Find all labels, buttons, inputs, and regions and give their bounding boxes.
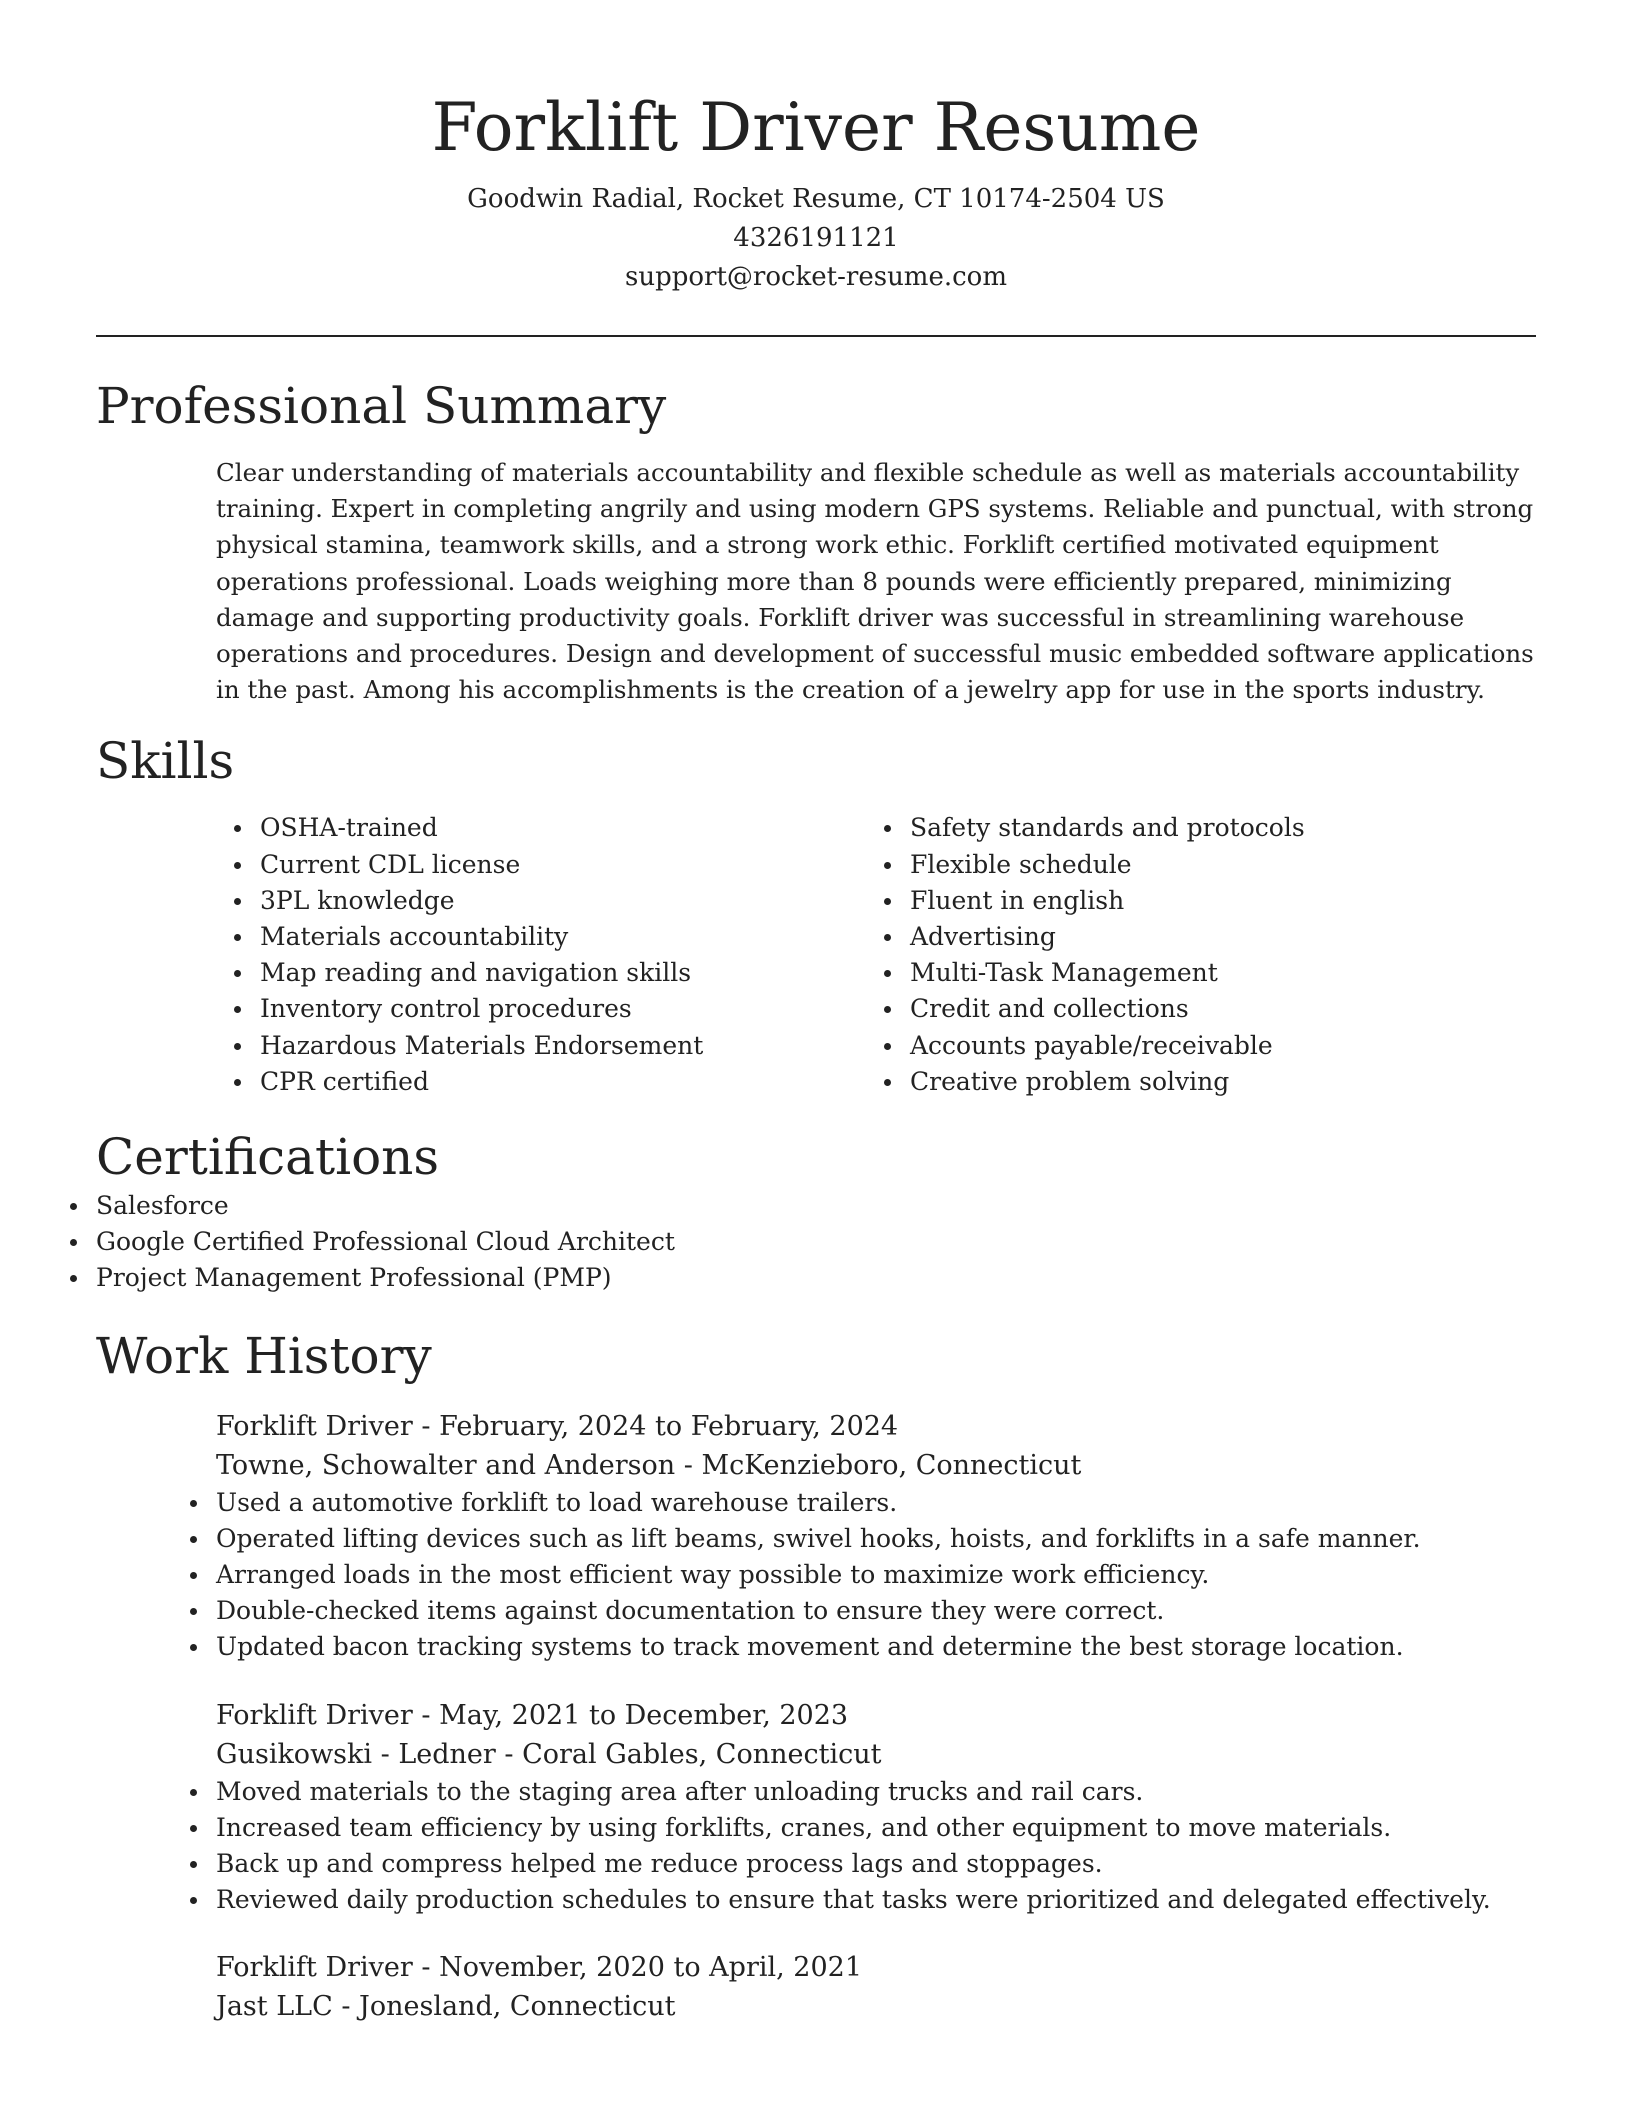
- skill-item: OSHA-trained: [260, 810, 746, 846]
- skills-column-right: [746, 810, 1396, 1100]
- job-location: - McKenzieboro, Connecticut: [675, 1449, 1082, 1481]
- job-location: - Jonesland, Connecticut: [332, 1991, 676, 2023]
- job-company-line: [216, 1735, 1536, 1774]
- job-duty-item: Operated lifting devices such as lift beams, swivel hooks, hoists, and forklifts in a safe manner.: [216, 1521, 1536, 1557]
- job-company: Towne, Schowalter and Anderson: [216, 1449, 676, 1481]
- skill-item: Materials accountability: [260, 919, 746, 955]
- job-title-line: [216, 1948, 1536, 1987]
- job-role: Forklift Driver: [216, 1952, 413, 1984]
- job-entry: [216, 1407, 1536, 1666]
- skill-item: Inventory control procedures: [260, 991, 746, 1027]
- job-title-line: [216, 1407, 1536, 1446]
- resume-header: [96, 0, 1536, 297]
- summary-heading: Professional Summary: [96, 377, 667, 435]
- job-duty-item: Updated bacon tracking systems to track movement and determine the best storage location.: [216, 1629, 1536, 1665]
- skills-heading: Skills: [96, 732, 235, 791]
- work-history-heading: Work History: [96, 1326, 432, 1385]
- job-dates: - November, 2020 to April, 2021: [412, 1952, 863, 1984]
- job-dates: - February, 2024 to February, 2024: [412, 1410, 899, 1442]
- header-divider: [96, 335, 1536, 337]
- skills-list-left: [260, 810, 746, 1100]
- summary-text: Clear understanding of materials accountability and flexible schedule as well as materials accountability training. Expert in completing angrily and using modern GPS systems. Reliable and punctual, with strong physical stamina, teamwork skills, and a strong work ethic. Forklift certified motivated equipment operations professional. Loads weighing more than 8 pounds were efficiently prepared, minimizing damage and supporting productivity goals. Forklift driver was successful in streamlining warehouse operations and procedures. Design and development of successful music embedded software applications in the past. Among his accomplishments is the creation of a jewelry app for use in the sports industry.: [216, 458, 1534, 705]
- job-role: Forklift Driver: [216, 1699, 413, 1731]
- skill-item: Multi-Task Management: [910, 955, 1396, 991]
- certification-item: Google Certified Professional Cloud Architect: [96, 1224, 1536, 1260]
- resume-page: [96, 0, 1536, 2026]
- job-title-line: [216, 1696, 1536, 1735]
- skill-item: Flexible schedule: [910, 847, 1396, 883]
- job-duties-list: [216, 1485, 1536, 1666]
- skill-item: Hazardous Materials Endorsement: [260, 1028, 746, 1064]
- certification-item: Project Management Professional (PMP): [96, 1260, 1536, 1296]
- job-company-line: [216, 1987, 1536, 2026]
- job-duty-item: Double-checked items against documentation to ensure they were correct.: [216, 1593, 1536, 1629]
- job-duty-item: Reviewed daily production schedules to ensure that tasks were prioritized and delegated effectively.: [216, 1882, 1536, 1918]
- certifications-list: [96, 1188, 1536, 1297]
- job-company: Jast LLC: [216, 1991, 333, 2023]
- skill-item: Map reading and navigation skills: [260, 955, 746, 991]
- skill-item: Safety standards and protocols: [910, 810, 1396, 846]
- contact-email: support@rocket-resume.com: [624, 262, 1007, 292]
- job-duty-item: Used a automotive forklift to load warehouse trailers.: [216, 1485, 1536, 1521]
- skill-item: 3PL knowledge: [260, 883, 746, 919]
- job-duty-item: Increased team efficiency by using forklifts, cranes, and other equipment to move materials.: [216, 1810, 1536, 1846]
- job-duty-item: Arranged loads in the most efficient way possible to maximize work efficiency.: [216, 1557, 1536, 1593]
- contact-block: [96, 180, 1536, 297]
- skill-item: Credit and collections: [910, 991, 1396, 1027]
- job-company-line: [216, 1446, 1536, 1485]
- skill-item: CPR certified: [260, 1064, 746, 1100]
- skill-item: Advertising: [910, 919, 1396, 955]
- job-duty-item: Back up and compress helped me reduce process lags and stoppages.: [216, 1846, 1536, 1882]
- job-duties-list: [216, 1774, 1536, 1919]
- certifications-heading: Certifications: [96, 1128, 440, 1187]
- job-dates: - May, 2021 to December, 2023: [412, 1699, 849, 1731]
- job-duty-item: Moved materials to the staging area after unloading trucks and rail cars.: [216, 1774, 1536, 1810]
- skills-columns: [96, 810, 1536, 1100]
- job-company: Gusikowski - Ledner: [216, 1738, 496, 1770]
- resume-title: Forklift Driver Resume: [431, 89, 1201, 166]
- contact-address: Goodwin Radial, Rocket Resume, CT 10174-2504 US: [467, 184, 1165, 214]
- contact-phone: 4326191121: [733, 223, 899, 253]
- skill-item: Current CDL license: [260, 847, 746, 883]
- job-role: Forklift Driver: [216, 1410, 413, 1442]
- skill-item: Creative problem solving: [910, 1064, 1396, 1100]
- job-entry: [216, 1696, 1536, 1919]
- job-entry: [216, 1948, 1536, 2026]
- certification-item: Salesforce: [96, 1188, 1536, 1224]
- skill-item: Accounts payable/receivable: [910, 1028, 1396, 1064]
- skill-item: Fluent in english: [910, 883, 1396, 919]
- skills-list-right: [910, 810, 1396, 1100]
- skills-column-left: [96, 810, 746, 1100]
- job-location: - Coral Gables, Connecticut: [495, 1738, 882, 1770]
